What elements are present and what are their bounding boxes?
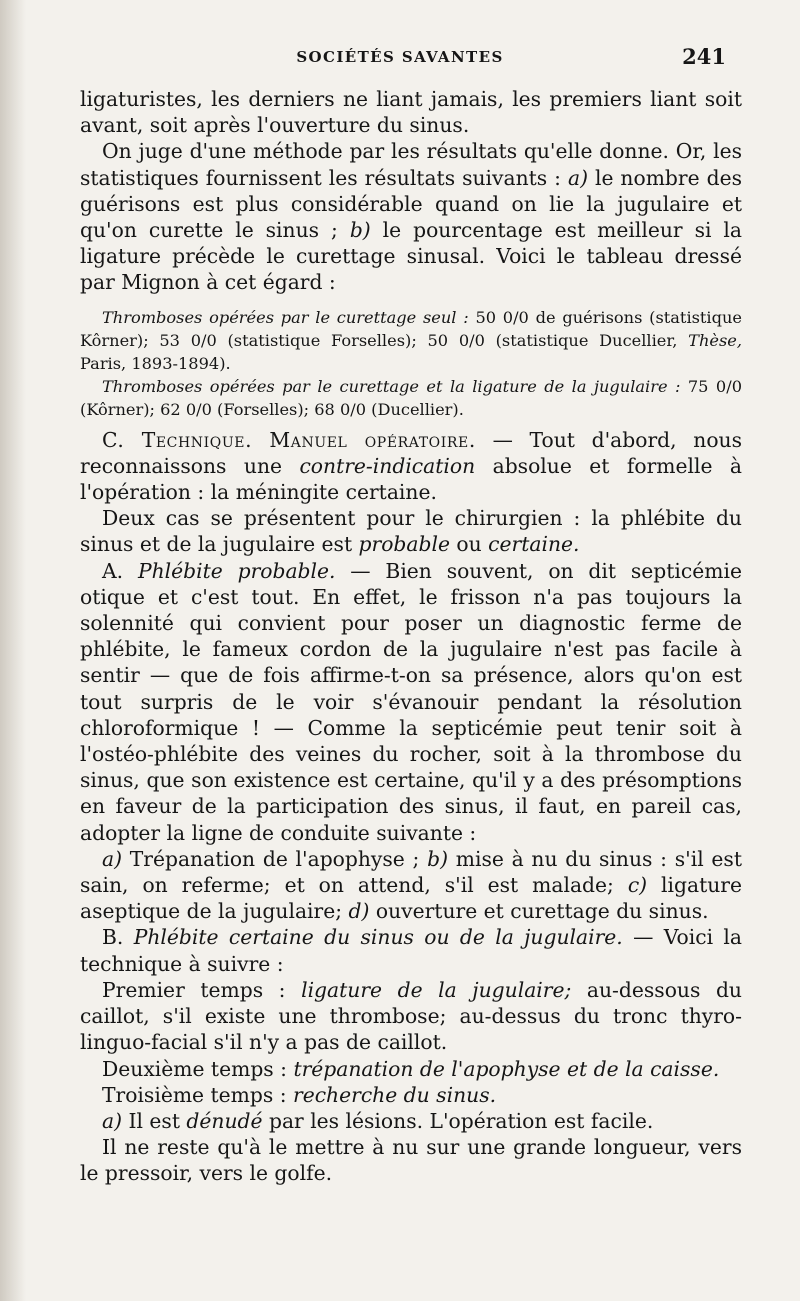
p5-text: — Bien souvent, on dit septicémie otique et c'est tout. En effet, le frisson n'a pas toujours la solennité qui convient pour poser un diagnostic ferme de phlébite, le fameux cordon de la jugulaire n'est pas facile à sentir — que de fois affirme-t-on sa présence, alors qu'on est tout surpris de le voir s'évanouir pendant la résolution chloroformique ! — Comme la septicémie peut tenir soit à l'ostéo-phlébite des veines du rocher, soit à la thrombose du sinus, que son existence est certaine, qu'il y a des présomptions en faveur de la participation des sinus, il faut, en pareil cas, adopter la ligne de conduite suivante : [80,558,742,845]
p7-letter: B. [102,925,124,950]
p11-text-a: Il est [122,1108,187,1133]
p9-italic: trépanation de l'apophyse et de la caisse. [293,1056,720,1081]
p3-text-b: absolue et formelle à l'opération : la méningite certaine. [80,453,742,505]
p8-text-a: Premier temps : [102,977,302,1002]
p9-text: Deuxième temps : [102,1056,294,1081]
p8-italic: ligature de la jugulaire; [301,977,572,1002]
p11-mark: a) [102,1108,123,1133]
p2-mark-b: b) [349,218,371,243]
stat1-text-b: Paris, 1893-1894). [80,353,231,373]
paragraph-9 [80,1056,742,1082]
p2-text-a: On juge d'une méthode par les résultats qu'elle donne. Or, les statistiques fournissent les résultats suivants : [80,139,742,190]
p3-contra: contre-indication [299,453,476,478]
p7-title: Phlébite certaine du sinus ou de la jugulaire. [133,925,623,950]
p6-text-b: mise à nu du sinus : s'il est sain, on referme; et on attend, s'il est malade; [80,846,742,898]
stat1-these: Thèse, [688,330,742,350]
paragraph-7 [80,924,742,976]
p11-italic: dénudé [186,1108,263,1133]
paragraph-8 [80,977,742,1056]
p7-text: — Voici la technique à suivre : [80,925,742,976]
paragraph-1 [80,86,742,138]
running-head: SOCIÉTÉS SAVANTES [296,48,504,66]
p6-text-d: ouverture et curettage du sinus. [369,899,709,924]
stat2-text: 75 0/0 (Kôrner); 62 0/0 (Forselles); 68 0/0 (Ducellier). [80,376,742,419]
binding-shadow [0,0,26,1301]
p2-mark-a: a) [567,165,588,190]
section-heading-technique: C. Technique. Manuel opératoire. [102,427,476,452]
paragraph-6 [80,846,742,925]
paragraph-2 [80,138,742,295]
p3-text-a: — Tout d'abord, nous reconnaissons une [80,427,742,478]
page-body [80,86,742,1187]
statistics-block [80,306,742,421]
p6-mark-b: b) [427,846,448,871]
paragraph-5 [80,558,742,846]
paragraph-3 [80,427,742,506]
p10-italic: recherche du sinus. [293,1082,497,1107]
stat1-text-a: 50 0/0 de guérisons (statistique Kôrner); 53 0/0 (statistique Forselles); 50 0/0 (statistique Ducellier, [80,307,742,350]
p5-letter: A. [102,558,124,583]
p4-text-a: Deux cas se présentent pour le chirurgien : la phlébite du sinus et de la jugulaire est [80,506,742,557]
p6-text-a: Trépanation de l'apophyse ; [122,846,428,871]
paragraph-11 [80,1108,742,1134]
p12-text: Il ne reste qu'à le mettre à nu sur une grande longueur, vers le pressoir, vers le golfe. [80,1135,742,1186]
p5-title: Phlébite probable. [137,558,336,583]
p11-text-b: par les lésions. L'opération est facile. [262,1108,654,1133]
p4-probable: probable [358,532,450,557]
p6-mark-c: c) [627,873,648,898]
p2-text-c: le pourcentage est meilleur si la ligature précède le curettage sinusal. Voici le tableau dressé par Mignon à cet égard : [80,218,742,295]
p4-text-b: ou [449,532,489,557]
paragraph-1-text: ligaturistes, les derniers ne liant jamais, les premiers liant soit avant, soit après l'ouverture du sinus. [80,87,742,138]
paragraph-4 [80,505,742,557]
p6-mark-a: a) [102,846,123,871]
p6-text-c: ligature aseptique de la jugulaire; [80,873,742,924]
p10-text: Troisième temps : [102,1082,293,1107]
paragraph-10 [80,1082,742,1108]
page-number: 241 [682,44,726,69]
p2-text-b: le nombre des guérisons est plus considérable quand on lie la jugulaire et qu'on curette le sinus ; [80,165,742,243]
paragraph-12 [80,1134,742,1186]
page-header [0,44,800,74]
stat2-label: Thromboses opérées par le curettage et la ligature de la jugulaire : [102,376,681,396]
p4-certaine: certaine. [488,532,580,557]
p8-text-b: au-dessous du caillot, s'il existe une thrombose; au-dessus du tronc thyro-linguo-facial s'il n'y a pas de caillot. [80,977,742,1055]
stat1-label: Thromboses opérées par le curettage seul : [102,307,469,327]
p6-mark-d: d) [348,899,370,924]
